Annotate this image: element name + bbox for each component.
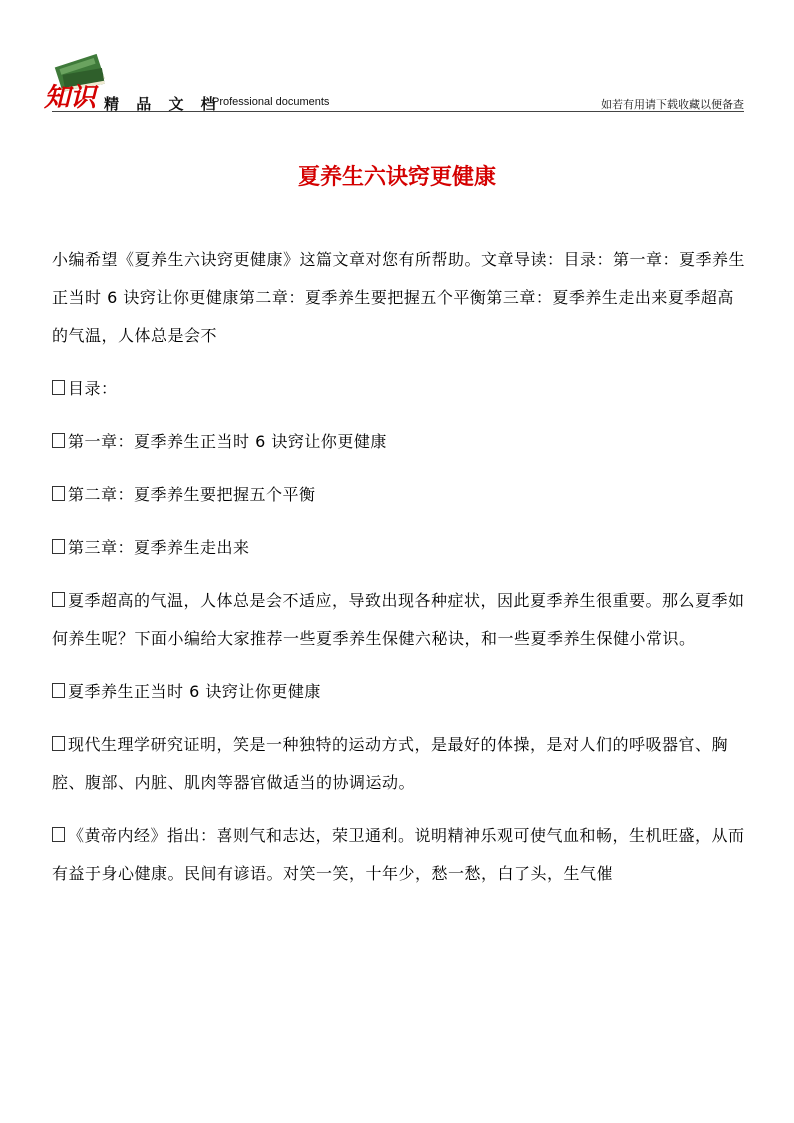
paragraph-text: 第二章：夏季养生要把握五个平衡 bbox=[68, 485, 316, 504]
checkbox-glyph-icon bbox=[52, 827, 65, 842]
header-note: 如若有用请下载收藏以便备查 bbox=[601, 98, 744, 111]
checkbox-glyph-icon bbox=[52, 433, 65, 448]
brand-name: 精 品 文 档 bbox=[104, 95, 222, 113]
paragraph bbox=[52, 673, 748, 711]
brand-english: Professional documents bbox=[212, 96, 330, 108]
checkbox-glyph-icon bbox=[52, 592, 65, 607]
checkbox-glyph-icon bbox=[52, 736, 65, 751]
paragraph-text: 第三章：夏季养生走出来 bbox=[68, 538, 250, 557]
document-title: 夏养生六诀窍更健康 bbox=[297, 165, 496, 190]
paragraph-text: 第一章：夏季养生正当时 6 诀窍让你更健康 bbox=[68, 432, 387, 451]
paragraph-text: 夏季超高的气温，人体总是会不适应，导致出现各种症状，因此夏季养生很重要。那么夏季如何养生呢？下面小编给大家推荐一些夏季养生保健六秘诀，和一些夏季养生保健小常识。 bbox=[52, 591, 745, 648]
paragraph-text: 《黄帝内经》指出：喜则气和志达，荣卫通利。说明精神乐观可使气血和畅，生机旺盛，从而有益于身心健康。民间有谚语。对笑一笑，十年少，愁一愁，白了头，生气催 bbox=[52, 826, 745, 883]
paragraph bbox=[52, 370, 748, 408]
paragraph bbox=[52, 423, 748, 461]
paragraph bbox=[52, 529, 748, 567]
document-body bbox=[52, 241, 748, 908]
paragraph-text: 夏季养生正当时 6 诀窍让你更健康 bbox=[68, 682, 321, 701]
header-divider bbox=[52, 111, 744, 112]
paragraph-text: 目录： bbox=[68, 379, 118, 398]
page-header bbox=[0, 0, 794, 115]
paragraph bbox=[52, 476, 748, 514]
checkbox-glyph-icon bbox=[52, 539, 65, 554]
paragraph bbox=[52, 817, 748, 893]
paragraph bbox=[52, 241, 748, 355]
checkbox-glyph-icon bbox=[52, 486, 65, 501]
paragraph bbox=[52, 726, 748, 802]
checkbox-glyph-icon bbox=[52, 683, 65, 698]
logo-lettering: 知识 bbox=[44, 83, 97, 112]
checkbox-glyph-icon bbox=[52, 380, 65, 395]
paragraph-text: 小编希望《夏养生六诀窍更健康》这篇文章对您有所帮助。文章导读：目录：第一章：夏季养生正当时 6 诀窍让你更健康第二章：夏季养生要把握五个平衡第三章：夏季养生走出来夏季超高的气温，人体总是会不 bbox=[52, 250, 746, 345]
paragraph-text: 现代生理学研究证明，笑是一种独特的运动方式，是最好的体操，是对人们的呼吸器官、胸腔、腹部、内脏、肌肉等器官做适当的协调运动。 bbox=[52, 735, 729, 792]
paragraph bbox=[52, 582, 748, 658]
